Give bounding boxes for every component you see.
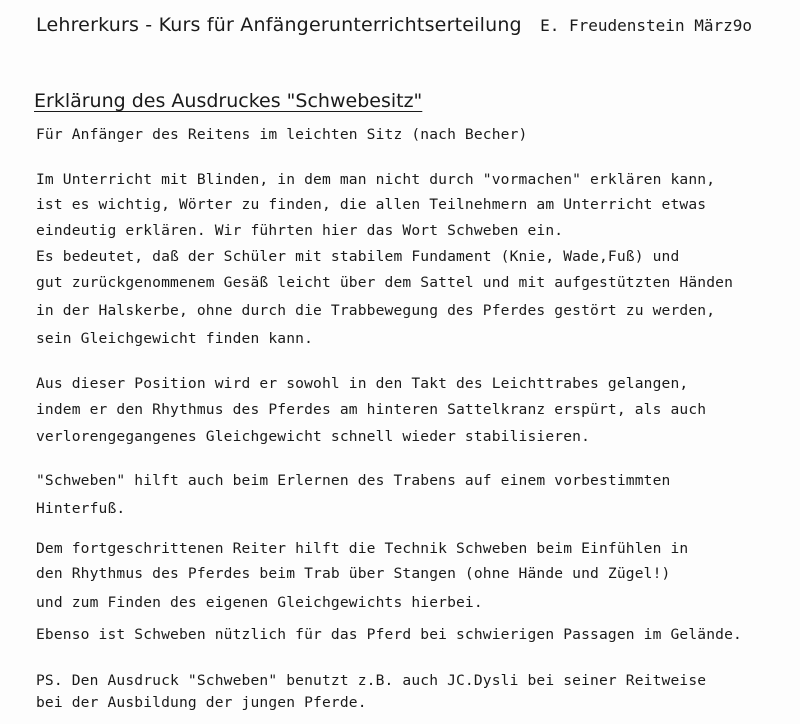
postscript-line: bei der Ausbildung der jungen Pferde. xyxy=(36,694,367,711)
paragraph-line: Hinterfuß. xyxy=(36,500,126,517)
postscript-line: PS. Den Ausdruck "Schweben" benutzt z.B. auch JC.Dysli bei seiner Reitweise xyxy=(36,672,707,689)
paragraph-line: Ebenso ist Schweben nützlich für das Pferd bei schwierigen Passagen im Gelände. xyxy=(36,626,742,643)
paragraph-line: Aus dieser Position wird er sowohl in den Takt des Leichttrabes gelangen, xyxy=(36,375,689,392)
paragraph-line: "Schweben" hilft auch beim Erlernen des Trabens auf einem vorbestimmten xyxy=(36,472,671,489)
course-header: Lehrerkurs - Kurs für Anfängerunterrichtserteilung xyxy=(36,14,522,36)
paragraph-line: gut zurückgenommenem Gesäß leicht über dem Sattel und mit aufgestützten Händen xyxy=(36,274,734,291)
document-title: Erklärung des Ausdruckes "Schwebesitz" xyxy=(34,90,423,112)
author-date: E. Freudenstein März9o xyxy=(540,16,752,35)
paragraph-line: den Rhythmus des Pferdes beim Trab über Stangen (ohne Hände und Zügel!) xyxy=(36,565,671,582)
paragraph-line: eindeutig erklären. Wir führten hier das Wort Schweben ein. xyxy=(36,222,564,239)
paragraph-line: und zum Finden des eigenen Gleichgewichts hierbei. xyxy=(36,594,483,611)
paragraph-line: indem er den Rhythmus des Pferdes am hinteren Sattelkranz erspürt, als auch xyxy=(36,401,707,418)
paragraph-line: sein Gleichgewicht finden kann. xyxy=(36,330,314,347)
paragraph-line: in der Halskerbe, ohne durch die Trabbewegung des Pferdes gestört zu werden, xyxy=(36,302,716,319)
subtitle-line: Für Anfänger des Reitens im leichten Sitz (nach Becher) xyxy=(36,126,528,143)
paragraph-line: Dem fortgeschrittenen Reiter hilft die Technik Schweben beim Einfühlen in xyxy=(36,540,689,557)
paragraph-line: Im Unterricht mit Blinden, in dem man nicht durch "vormachen" erklären kann, xyxy=(36,171,716,188)
paragraph-line: Es bedeutet, daß der Schüler mit stabilem Fundament (Knie, Wade,Fuß) und xyxy=(36,248,680,265)
paragraph-line: verlorengegangenes Gleichgewicht schnell wieder stabilisieren. xyxy=(36,428,591,445)
paragraph-line: ist es wichtig, Wörter zu finden, die allen Teilnehmern am Unterricht etwas xyxy=(36,196,707,213)
